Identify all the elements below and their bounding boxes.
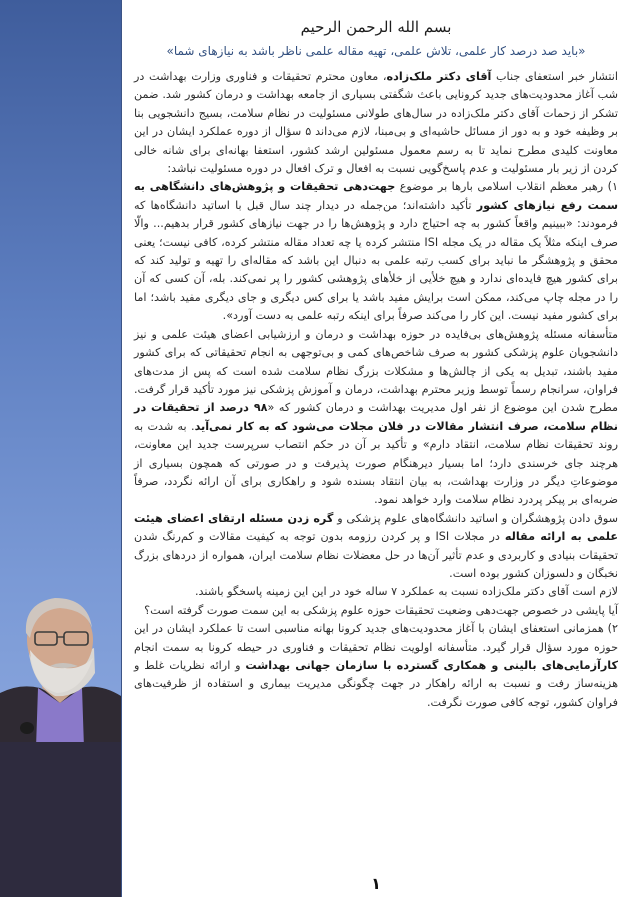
paragraph-accountability <box>134 583 618 601</box>
segment: در مجلات ISI و پر کردن رزومه بدون توجه به کیفیت مقالات و کم‌رنگ شدن تحقیقات بنیادی و کاربردی و عدم تأثیر آن‌ها در حل معضلات نظام سلامت ایران، همواره از دردهای بزرگ نخبگان و دلسوزان کشور بوده است. <box>134 530 618 580</box>
portrait-image <box>0 588 121 748</box>
paragraph-monitoring-question <box>134 602 618 620</box>
segment: ۱) رهبر معظم انقلاب اسلامی بارها بر موضوع <box>395 180 618 194</box>
bismillah-heading: بسم الله الرحمن الرحیم <box>300 18 452 36</box>
sidebar-dark-band <box>0 742 121 897</box>
segment: آیا پایشی در خصوص جهت‌دهی وضعیت تحقیقات حوزه علوم پزشکی به این سمت صورت گرفته است؟ <box>144 603 618 617</box>
segment-bold: گره زدن مسئله ارتقای اعضای هیئت علمی به ارائه مقاله <box>134 511 618 544</box>
paragraph-question-1 <box>134 178 618 325</box>
segment-bold: کارآزمایی‌های بالینی و همکاری گسترده با سازمان جهانی بهداشت <box>245 659 618 672</box>
paragraph-intro <box>134 68 618 178</box>
segment: لازم است آقای دکتر ملک‌زاده نسبت به عملکرد ۷ ساله خود در این این زمینه پاسخگو باشند. <box>194 585 618 599</box>
article-paragraphs <box>134 68 618 712</box>
segment: ۲) همزمانی استعفای ایشان با آغاز محدودیت‌های جدید کرونا بهانه مناسبی است تا عملکرد ایشان در این حوزه مورد سؤال قرار گیرد. متأسفانه اولویت نظام تحقیقات و فناوری در حیطه کرونا به سمت انجام <box>134 622 618 654</box>
segment: سوق دادن پژوهشگران و اساتید دانشگاه‌های علوم پزشکی و <box>333 511 618 525</box>
quote-subtitle: «باید صد درصد کار علمی، تلاش علمی، تهیه مقاله علمی ناظر باشد به نیازهای شما» <box>166 44 586 58</box>
paragraph-useless-research <box>134 326 618 510</box>
segment: و ارائه نظریات غلط و هزینه‌ساز رفت و نسبت به ارائه راهکار در جهت چگونگی مدیریت بیماری و استفاده از ظرفیت‌های فراوان کشور، توجه کافی صورت نگرفت. <box>134 659 618 709</box>
decorative-sidebar <box>0 0 122 897</box>
page-number: ۱ <box>371 874 381 893</box>
segment: ، معاون محترم تحقیقات و فناوری وزارت بهداشت در شب آغاز محدودیت‌های جدید کرونایی باعث شگفتی بسیاری از جامعه بهداشت و درمان کشور شد. ضمن تشکر از زحمات آقای دکتر ملک‌زاده در سال‌های طولانی مسئولیت در نظام سلامت، بسیج دانشجویی بنا بر وظیفه خود و به دور از مسائل حاشیه‌ای و بی‌مبنا، لازم می‌داند ۵ سؤال از دوره عملکرد ایشان در این معاونت کلیدی مطرح نماید تا به رسم معمول مسئولین ارشد کشور، استعفا بهانه‌ای برای شانه خالی کردن از زیر بار مسئولیت و عدم پاسخ‌گویی نسبت به افعال و ترک افعال در دوره مسئولیت نباشد: <box>134 70 618 176</box>
segment: متأسفانه مسئله پژوهش‌های بی‌فایده در حوزه بهداشت و درمان و ارزشیابی اعضای هیئت علمی و نیز دانشجویان علوم پزشکی کشور به صرف شاخص‌های کمی و بی‌توجهی به انجام تحقیقاتی که برای کشور مفید باشند، تبدیل به یکی از چالش‌ها و مشکلات بزرگ نظام سلامت شده است که پس از مدت‌های فراوان، سرانجام رسماً توسط وزیر محترم بهداشت، درمان و آموزش پزشکی نیز مورد تأکید قرار گرفت. مطرح شدن این موضوع از نفر اول مدیریت بهداشت و درمان کشور که « <box>134 327 618 415</box>
segment-bold: جهت‌دهی تحقیقات و پژوهش‌های دانشگاهی به سمت رفع نیازهای کشور <box>134 180 619 212</box>
segment: . به شدت به روند تحقیقات نظام سلامت، انتقاد دارم» و تأکید بر آن در حکم انتصاب سرپرست جدید این معاونت، هرچند جای خرسندی دارد؛ اما بسیار دیرهنگام صورت پذیرفت و در صورتی که همچون بسیاری از موضوعاتِ دیگر در وزارت بهداشت، به بیان انتقاد بسنده شود و راهکاری برای آن ارائه نگردد، صرفاً ضربه‌ای بر پیکر پردرد نظام سلامت وارد خواهد نمود. <box>134 419 618 507</box>
segment-bold: ۹۸ درصد از تحقیقات در نظام سلامت، صرف انتشار مقالات در فلان مجلات می‌شود که به کار نمی‌آید <box>134 401 618 433</box>
document-body <box>134 0 618 897</box>
segment: انتشار خبر استعفای جناب <box>491 70 619 83</box>
segment-bold: آقای دکتر ملک‌زاده <box>386 70 492 83</box>
paragraph-faculty-promotion <box>134 510 618 584</box>
segment: تأکید داشته‌اند؛ من‌جمله در دیدار چند سال قبل با اساتید دانشگاه‌ها که فرمودند: «ببینیم واقعاً کشور به چه احتیاج دارد و پژوهش‌ها را در جهت نیازهای کشور قرار بدهیم... والّا صرف اینکه مثلاً یک مقاله در یک مجله ISI منتشر کرده یا چه تعداد مقاله منتشر کرده، کافی نیست؛ یعنی محقق و پژوهشگر ما نباید برای کسب رتبه علمی به دنبال این باشد که مقاله‌ای را تهیه و تولید کند که برای کشور هیچ فایده‌ای ندارد و هیچ خلأیی از خلأهای پژوهشی کشور را پر نمی‌کند. بله، آن کسی که آن را در مجله چاپ می‌کند، ممکن است برایش مفید باشد یا برای کس دیگری و جای دیگری مفید باشد؛ اما برای کشور مفید نیست. این کار را می‌کند صرفاً برای اینکه رتبه علمی به دست آورد». <box>134 198 619 323</box>
paragraph-question-2 <box>134 620 618 712</box>
